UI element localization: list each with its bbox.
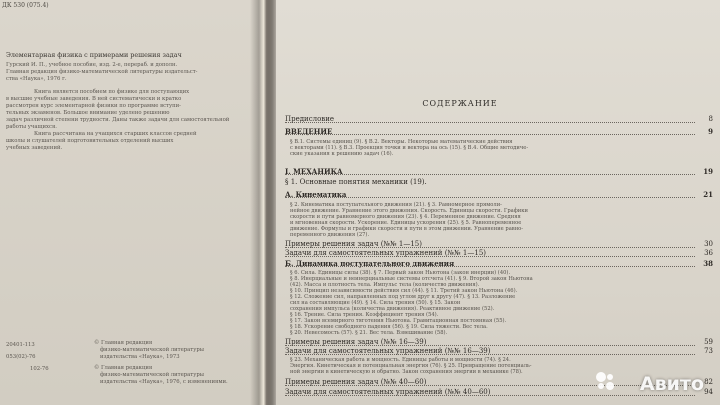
- toc-desc-line: § 17. Закон всемирного тяготения Ньютона. Гравитационная постоянная (55).: [290, 318, 507, 324]
- toc-entry-page: 21: [703, 190, 713, 199]
- toc-entry: [285, 127, 715, 137]
- toc-desc-line: § 16. Трение. Сила трения. Коэффициент трения (54).: [290, 312, 439, 318]
- annotation-line: рассмотрен курс элементарной физики по программе вступи-: [6, 103, 181, 109]
- toc-desc-line: и мгновенная скорости. Ускорение. Единицы ускорения (25). § 5. Равнопеременное: [290, 220, 522, 226]
- toc-desc-line: нейное движение. Уравнение этого движения. Скорость. Единицы скорости. Графики: [290, 208, 528, 214]
- toc-desc-line: § 8. Инерциальные и неинерциальные системы отсчета (41). § 9. Второй закон Ньютона: [290, 276, 533, 282]
- toc-entry: [285, 190, 715, 200]
- contents-heading: СОДЕРЖАНИЕ: [422, 99, 498, 108]
- code-line: 102-76: [30, 366, 49, 372]
- toc-entry-page: 38: [703, 259, 713, 268]
- toc-entry: [285, 259, 715, 269]
- annotation-line: задач различной степени трудности. Даны также задачи для самостоятельной: [6, 117, 230, 123]
- toc-entry-page: 73: [704, 347, 713, 355]
- annotation-line: учебных заведений.: [6, 145, 63, 151]
- toc-entry-label: Задачи для самостоятельных упражнений (№№ 1—15): [285, 249, 486, 257]
- udc-code: ДК 530 (075.4): [2, 2, 49, 9]
- toc-desc-line: § 18. Ускорение свободного падения (56). § 19. Сила тяжести. Вес тела.: [290, 324, 488, 330]
- copyright-line: © Главная редакция: [94, 365, 153, 371]
- book-desc-line: Главная редакция физико-математической литературы издательст-: [6, 69, 198, 75]
- toc-desc-line: ной энергии в кинетическую и обратно. Закон сохранения энергии в механике (78).: [290, 369, 523, 375]
- book-desc-line: Гурский И. П., учебное пособие, изд. 2-е, перераб. и дополн.: [6, 62, 178, 68]
- toc-desc-line: § 2. Кинематика поступательного движения (21). § 3. Равномерное прямоли-: [290, 202, 502, 208]
- toc-entry-label: Б. Динамика поступательного движения: [285, 259, 455, 268]
- toc-desc-line: переменного движения (27).: [290, 232, 370, 238]
- avito-logo-icon: [594, 370, 616, 392]
- left-page: [0, 0, 262, 405]
- book-title: Элементарная физика с примерами решения задач: [6, 51, 182, 59]
- toc-entry-label: Примеры решения задач (№№ 40—60): [285, 378, 427, 386]
- toc-entry-page: 30: [704, 240, 713, 248]
- toc-entry: [285, 115, 715, 125]
- toc-desc-line: § 6. Сила. Единицы силы (38). § 7. Первый закон Ньютона (закон инерции) (40).: [290, 270, 511, 276]
- toc-desc-line: § 20. Невесомость (57). § 21. Вес тела. Взвешивание (58).: [290, 330, 448, 336]
- copyright-line: © Главная редакция: [94, 340, 153, 346]
- annotation-line: в высшие учебные заведения. В ней систематически и кратко: [6, 96, 182, 102]
- annotation-line: Книга рассчитана на учащихся старших классов средней: [34, 131, 197, 137]
- toc-entry-page: 82: [704, 378, 713, 386]
- code-line: 053(02)-76: [6, 354, 36, 360]
- annotation-line: Книга является пособием по физике для поступающих: [34, 89, 190, 95]
- toc-entry-label: Задачи для самостоятельных упражнений (№№ 16—39): [285, 347, 491, 355]
- copyright-line: физико-математической литературы: [100, 347, 204, 353]
- toc-desc-line: с векторами (11). § В.3. Проекция точки и вектора на ось (15). § В.4. Общие методиче-: [290, 145, 529, 151]
- avito-watermark: Авито: [639, 373, 704, 395]
- code-line: 20401-113: [6, 342, 35, 348]
- toc-entry-page: 8: [708, 115, 713, 123]
- toc-entry-page: 19: [703, 167, 713, 176]
- toc-desc-line: § В.1. Системы единиц (9). § В.2. Векторы. Некоторые математические действия: [290, 139, 513, 145]
- toc-entry-label: I. МЕХАНИКА: [285, 167, 343, 176]
- toc-entry-page: 9: [708, 127, 713, 136]
- book-desc-line: ства «Наука», 1976 г.: [6, 76, 67, 82]
- toc-entry: [285, 167, 715, 177]
- toc-entry-page: 36: [704, 249, 713, 257]
- toc-desc-line: движение. Формулы и графики скорости и пути в этом движении. Уравнение равно-: [290, 226, 524, 232]
- toc-desc-line: ские указания к решению задач (16).: [290, 151, 394, 157]
- toc-entry-label: Примеры решения задач (№№ 1—15): [285, 240, 422, 248]
- toc-entry-label: Примеры решения задач (№№ 16—39): [285, 338, 427, 346]
- toc-entry-page: 94: [704, 388, 713, 396]
- toc-desc-line: (42). Масса и плотность тела. Импульс тела (количество движения).: [290, 282, 480, 288]
- toc-desc-line: § 12. Сложение сил, направленных под углом друг к другу (47). § 13. Разложение: [290, 294, 516, 300]
- toc-entry: [285, 347, 715, 357]
- toc-entry: [285, 249, 715, 259]
- toc-entry-label: ВВЕДЕНИЕ: [285, 127, 333, 136]
- toc-desc-line: § 23. Механическая работа и мощность. Единицы работы и мощности (74). § 24.: [290, 357, 511, 363]
- annotation-line: тельных экзаменов. Большое внимание уделено решению: [6, 110, 170, 116]
- copyright-line: издательства «Наука», 1973: [100, 354, 180, 360]
- toc-desc-line: сохранения импульса (количества движения). Реактивное движение (52).: [290, 306, 495, 312]
- toc-entry-page: 59: [704, 338, 713, 346]
- annotation-line: работы учащихся.: [6, 124, 57, 130]
- copyright-line: издательства «Наука», 1976, с изменениями.: [100, 379, 228, 385]
- toc-entry-label: § 1. Основные понятия механики (19).: [285, 178, 427, 186]
- annotation-line: школы и слушателей подготовительных отделений высших: [6, 138, 174, 144]
- toc-desc-line: сил на составляющие (49). § 14. Сила трения (50). § 15. Закон: [290, 300, 461, 306]
- toc-entry: [285, 178, 715, 188]
- toc-desc-line: Энергия. Кинетическая и потенциальная энергия (76). § 25. Превращение потенциаль-: [290, 363, 532, 369]
- copyright-line: физико-математической литературы: [100, 372, 204, 378]
- toc-entry-label: А. Кинематика: [285, 190, 347, 199]
- toc-desc-line: § 10. Принцип независимости действия сил (44). § 11. Третий закон Ньютона (46).: [290, 288, 518, 294]
- toc-entry-label: Предисловие: [285, 115, 335, 123]
- toc-entry-label: Задачи для самостоятельных упражнений (№№ 40—60): [285, 388, 491, 396]
- toc-desc-line: скорости и пути равномерного движения (23). § 4. Переменное движение. Средняя: [290, 214, 521, 220]
